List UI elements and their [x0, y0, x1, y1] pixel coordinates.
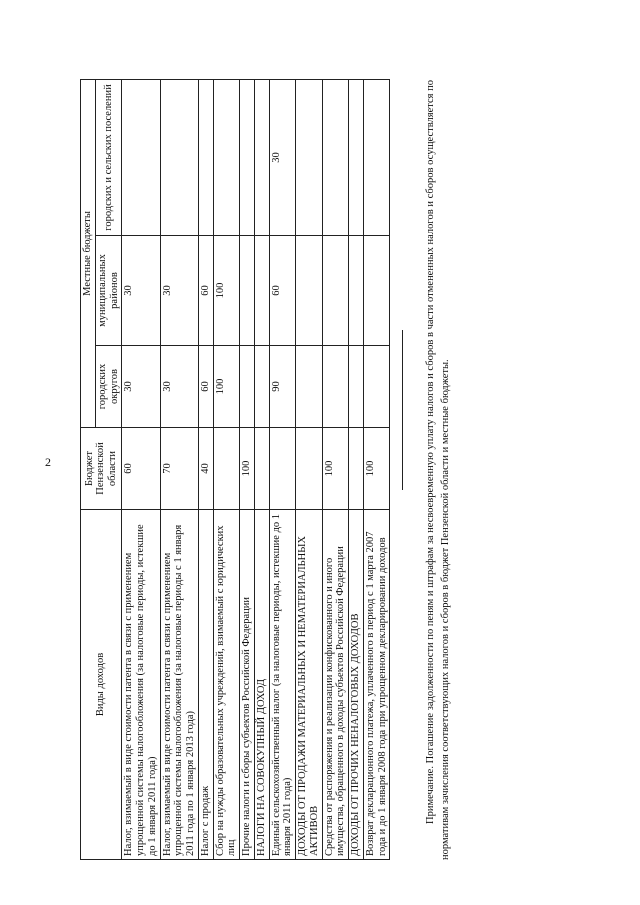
row-label: Налог с продаж	[198, 510, 213, 860]
cell-region-share	[269, 428, 296, 510]
table-row	[363, 79, 390, 859]
cell-municipal-share: 100	[213, 236, 240, 346]
cell-city-share: 100	[213, 346, 240, 428]
cell-settlement-share	[296, 79, 323, 235]
cell-settlement-share: 30	[269, 79, 296, 235]
cell-municipal-share	[254, 236, 269, 346]
divider-line	[402, 330, 403, 490]
revenue-distribution-table	[80, 79, 390, 860]
header-city-districts: городских округов	[95, 346, 122, 428]
cell-region-share: 60	[122, 428, 160, 510]
cell-settlement-share	[160, 79, 198, 235]
table-row	[349, 79, 364, 859]
cell-settlement-share	[254, 79, 269, 235]
cell-city-share	[254, 346, 269, 428]
cell-municipal-share	[322, 236, 349, 346]
cell-settlement-share	[213, 79, 240, 235]
cell-settlement-share	[349, 79, 364, 235]
cell-municipal-share	[349, 236, 364, 346]
cell-municipal-share	[363, 236, 390, 346]
cell-settlement-share	[240, 79, 255, 235]
table-row	[322, 79, 349, 859]
row-label: Возврат декларационного платежа, уплаченного в период с 1 марта 2007 года и до 1 января 2008 года при упрощенном декларировании доходов	[363, 510, 390, 860]
table-row	[296, 79, 323, 859]
row-label: Единый сельскохозяйственный налог (за налоговые периоды, истекшие до 1 января 2011 года)	[269, 510, 296, 860]
row-label: ДОХОДЫ ОТ ПРОДАЖИ МАТЕРИАЛЬНЫХ И НЕМАТЕРИАЛЬНЫХ АКТИВОВ	[296, 510, 323, 860]
rotated-page-content	[80, 80, 500, 860]
table-row	[198, 79, 213, 859]
header-settlements: городских и сельских поселений	[95, 79, 122, 235]
cell-municipal-share: 60	[269, 236, 296, 346]
table-row	[254, 79, 269, 859]
cell-municipal-share	[296, 236, 323, 346]
cell-city-share: 90	[269, 346, 296, 428]
cell-region-share	[254, 428, 269, 510]
header-income-type: Виды доходов	[81, 510, 122, 860]
row-label: Средства от распоряжения и реализации конфискованного и иного имущества, обращенного в доходы субъектов Российской Федерации	[322, 510, 349, 860]
cell-region-share	[349, 428, 364, 510]
cell-settlement-share	[363, 79, 390, 235]
cell-settlement-share	[198, 79, 213, 235]
row-label: Налог, взимаемый в виде стоимости патента в связи с применением упрощенной системы налогообложения (за налоговые периоды с 1 января 2011 года по 1 января 2013 года)	[160, 510, 198, 860]
cell-city-share	[240, 346, 255, 428]
table-row	[240, 79, 255, 859]
cell-region-share: 40	[198, 428, 213, 510]
row-label: Сбор на нужды образовательных учреждений, взимаемый с юридических лиц	[213, 510, 240, 860]
cell-region-share: 70	[160, 428, 198, 510]
cell-region-share: 100	[363, 428, 390, 510]
cell-settlement-share	[322, 79, 349, 235]
cell-municipal-share: 30	[122, 236, 160, 346]
cell-city-share	[349, 346, 364, 428]
header-local-budgets: Местные бюджеты	[81, 79, 96, 427]
page-number: 2	[45, 455, 51, 469]
cell-region-share	[213, 428, 240, 510]
cell-municipal-share: 60	[198, 236, 213, 346]
cell-municipal-share: 30	[160, 236, 198, 346]
cell-city-share: 60	[198, 346, 213, 428]
cell-city-share: 30	[122, 346, 160, 428]
table-row	[213, 79, 240, 859]
table-row	[269, 79, 296, 859]
cell-city-share	[363, 346, 390, 428]
row-label: ДОХОДЫ ОТ ПРОЧИХ НЕНАЛОГОВЫХ ДОХОДОВ	[349, 510, 364, 860]
footnote: Примечание. Погашение задолженности по пеням и штрафам за несвоевременную уплату налогов и сборов в части отмененных налогов и сборов осуществляется по нормативам зачисления соответствующих налогов и сборов в бюджет Пензенской области и местные бюджеты.	[425, 80, 452, 860]
header-municipal-districts: муниципальных районов	[95, 236, 122, 346]
table-row	[122, 79, 160, 859]
cell-city-share	[296, 346, 323, 428]
row-label: Налог, взимаемый в виде стоимости патента в связи с применением упрощенной системы налогообложения (за налоговые периоды, истекшие до 1 января 2011 года)	[122, 510, 160, 860]
cell-region-share	[296, 428, 323, 510]
cell-municipal-share	[240, 236, 255, 346]
header-region-budget: Бюджет Пензенской области	[81, 428, 122, 510]
cell-region-share: 100	[240, 428, 255, 510]
cell-region-share: 100	[322, 428, 349, 510]
row-label: Прочие налоги и сборы субъектов Российской Федерации	[240, 510, 255, 860]
cell-city-share	[322, 346, 349, 428]
table-row	[160, 79, 198, 859]
row-label: НАЛОГИ НА СОВОКУПНЫЙ ДОХОД	[254, 510, 269, 860]
cell-settlement-share	[122, 79, 160, 235]
cell-city-share: 30	[160, 346, 198, 428]
